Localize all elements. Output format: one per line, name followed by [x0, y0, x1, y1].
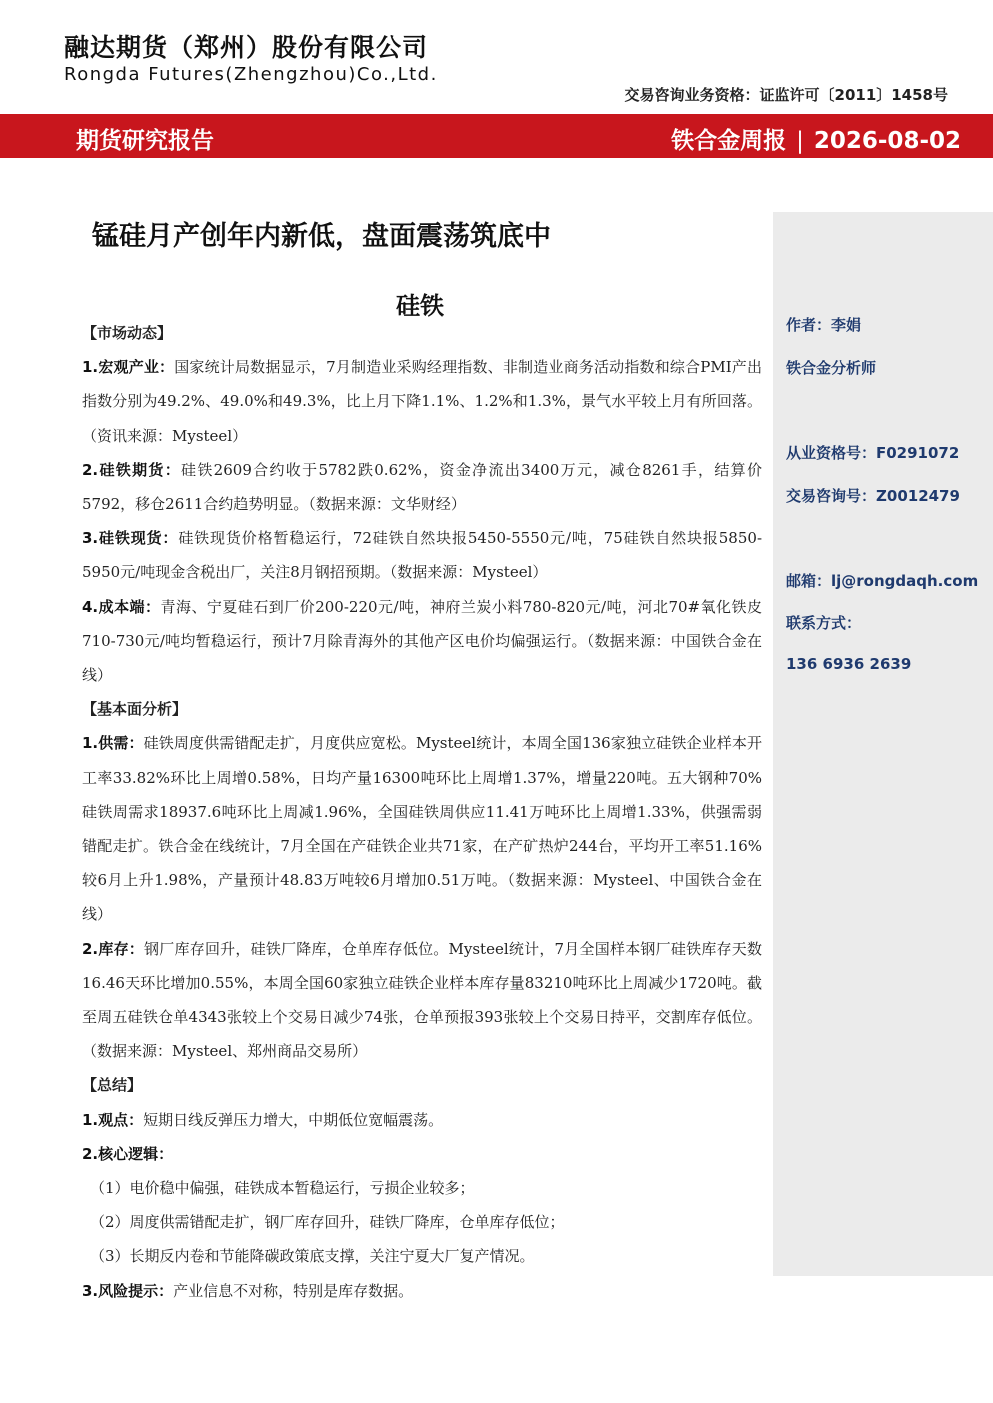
- section-heading-market: 【市场动态】: [82, 324, 173, 342]
- author-email: 邮箱：lj@rongdaqh.com: [786, 572, 979, 590]
- company-name-cn: 融达期货（郑州）股份有限公司: [64, 33, 429, 62]
- market-item: [82, 453, 762, 521]
- summary-risk: [82, 1274, 762, 1308]
- banner-report-title: 铁合金周报: [671, 128, 787, 154]
- fundamental-item-lead: 2.库存：: [82, 939, 145, 958]
- market-item-text: 硅铁现货价格暂稳运行，72硅铁自然块报5450-5550元/吨，75硅铁自然块报5850-5950元/吨现金含税出厂，关注8月钢招预期。（数据来源：Mysteel）: [82, 529, 763, 582]
- summary-logic-lead: 2.核心逻辑：: [82, 1144, 174, 1163]
- summary-risk-lead: 3.风险提示：: [82, 1281, 174, 1300]
- author-cert: 从业资格号：F0291072: [786, 444, 960, 462]
- logic-item: （1）电价稳中偏强，硅铁成本暂稳运行，亏损企业较多；: [90, 1179, 475, 1198]
- market-item-lead: 2.硅铁期货：: [82, 460, 182, 479]
- summary-view-lead: 1.观点：: [82, 1110, 144, 1129]
- logic-item: （3）长期反内卷和节能降碳政策底支撑，关注宁夏大厂复产情况。: [90, 1247, 535, 1266]
- banner-separator: |: [796, 128, 804, 154]
- fundamental-item: [82, 726, 762, 931]
- fundamental-item-lead: 1.供需：: [82, 734, 144, 753]
- author-role: 铁合金分析师: [786, 359, 877, 377]
- summary-risk-text: 产业信息不对称，特别是库存数据。: [173, 1281, 414, 1300]
- market-item-lead: 3.硅铁现货：: [82, 529, 179, 548]
- banner-report-type: 期货研究报告: [76, 128, 214, 154]
- market-item-text: 硅铁2609合约收于5782跌0.62%，资金净流出3400万元，减仓8261手，结算价5792，移仓2611合约趋势明显。（数据来源：文华财经）: [82, 460, 762, 514]
- market-item-lead: 1.宏观产业：: [82, 358, 175, 377]
- market-item: [82, 350, 762, 453]
- section-heading-summary: 【总结】: [82, 1076, 143, 1095]
- fundamental-item-text: 钢厂库存回升，硅铁厂降库，仓单库存低位。Mysteel统计，7月全国样本钢厂硅铁库存天数16.46天环比增加0.55%，本周全国60家独立硅铁企业样本库存量83210吨环比上周减少1720吨。截至周五硅铁仓单4343张较上个交易日减少74张，仓单预报393张较上个交易日持平，交割库存低位。（数据来源：Mysteel、郑州商品交易所）: [82, 939, 762, 1061]
- report-body: [82, 316, 762, 1308]
- report-headline: 锰硅月产创年内新低，盘面震荡筑底中: [92, 221, 551, 252]
- market-item-lead: 4.成本端：: [82, 597, 161, 616]
- market-item-text: 国家统计局数据显示，7月制造业采购经理指数、非制造业商务活动指数和综合PMI产出指数分别为49.2%、49.0%和49.3%，比上月下降1.1%、1.2%和1.3%，景气水平较上月有所回落。（资讯来源：Mysteel）: [82, 358, 762, 445]
- summary-logic: [82, 1137, 762, 1171]
- fundamental-item-text: 硅铁周度供需错配走扩，月度供应宽松。Mysteel统计，本周全国136家独立硅铁企业样本开工率33.82%环比上周增0.58%，日均产量16300吨环比上周增1.37%，增量220吨。五大钢种70%硅铁周需求18937.6吨环比上周减1.96%，全国硅铁周供应11.41万吨环比上周增1.33%，供强需弱错配走扩。铁合金在线统计，7月全国在产硅铁企业共71家，在产矿热炉244台，平均开工率51.16%较6月上升1.98%，产量预计48.83万吨较6月增加0.51万吨。（数据来源：Mysteel、中国铁合金在线）: [82, 734, 762, 924]
- market-item: [82, 590, 762, 693]
- author-phone: 136 6936 2639: [786, 655, 912, 673]
- summary-view-text: 短期日线反弹压力增大，中期低位宽幅震荡。: [143, 1110, 444, 1129]
- company-name-en: Rongda Futures(Zhengzhou)Co.,Ltd.: [64, 64, 438, 85]
- fundamental-item: [82, 932, 762, 1069]
- summary-view: [82, 1103, 762, 1137]
- license-info: 交易咨询业务资格：证监许可〔2011〕1458号: [624, 86, 948, 104]
- market-item: [82, 521, 762, 589]
- contact-label: 联系方式：: [786, 614, 862, 632]
- author-consult-no: 交易咨询号：Z0012479: [786, 487, 960, 505]
- section-heading-fundamental: 【基本面分析】: [82, 700, 188, 719]
- banner-report-meta: [671, 122, 961, 155]
- logic-item: （2）周度供需错配走扩，钢厂库存回升，硅铁厂降库，仓单库存低位；: [90, 1213, 565, 1232]
- market-item-text: 青海、宁夏硅石到厂价200-220元/吨，神府兰炭小料780-820元/吨，河北70#氧化铁皮710-730元/吨均暂稳运行，预计7月除青海外的其他产区电价均偏强运行。（数据来源：中国铁合金在线）: [82, 597, 762, 685]
- report-banner: [0, 114, 993, 158]
- banner-date: 2026-08-02: [813, 128, 961, 154]
- report-subject: 硅铁: [396, 292, 444, 320]
- author-name: 作者：李娟: [786, 316, 862, 334]
